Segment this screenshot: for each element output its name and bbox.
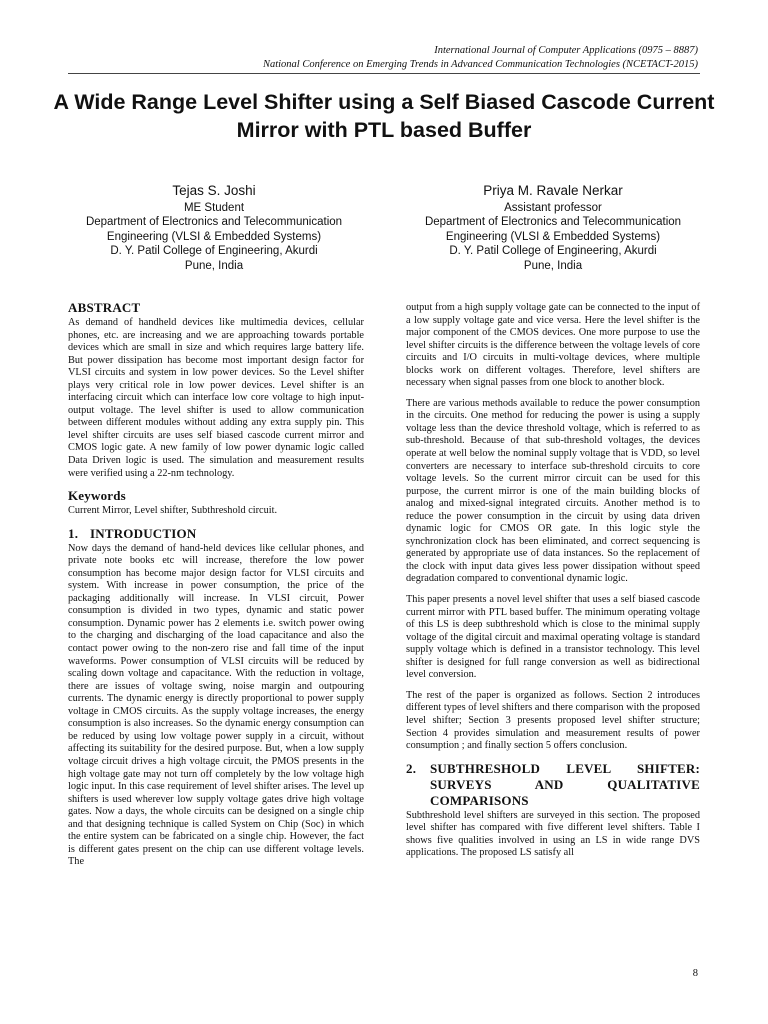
keywords-text: Current Mirror, Level shifter, Subthreshold circuit. <box>68 505 278 517</box>
section-number: 1. <box>68 525 79 541</box>
section-2-paragraph-1: Subthreshold level shifters are surveyed in this section. The proposed level shifter has compared with five different level shifters. Table I shows five qualities involved in using an LS in wide range DVS applications. The proposed LS satisfy all <box>406 809 700 859</box>
section-title: INTRODUCTION <box>90 525 197 541</box>
intro-paragraph-2: output from a high supply voltage gate can be connected to the input of a low supply voltage gate and vice versa. Here the level shifter is the major component of the CMOS devices. One more purpose to use the level shifter circuits is the difference between the voltage levels of core circuits and I/O circuits in multi-voltage devices, where multiple blocks work on different voltages. Therefore, level shifters are necessary when signal passes from one block to another block. <box>406 302 700 389</box>
paper-title: A Wide Range Level Shifter using a Self Biased Cascode Current Mirror with PTL based Buffer <box>53 90 715 142</box>
author-block-2 <box>403 182 703 273</box>
journal-header-line-2: National Conference on Emerging Trends in Advanced Communication Technologies (NCETACT-2015) <box>262 59 698 70</box>
section-title: SUBTHRESHOLD LEVEL SHIFTER: SURVEYS AND QUALITATIVE COMPARISONS <box>430 760 700 808</box>
author-role: Assistant professor <box>504 202 602 214</box>
section-1-heading <box>68 526 364 542</box>
intro-paragraph-3: There are various methods available to reduce the power consumption in the circuits. One method for reducing the power is using a supply voltage less than the device threshold voltage, which is referred to as sub-threshold. Because of that sub-threshold voltages, the devices operate at well below the nominal supply voltage that is VDD, so level converters are necessary to interface sub-threshold circuits to core voltage levels. So the current mirror circuit can be used for this purpose, the current mirror is one of the main building blocks of analog and mixed-signal integrated circuits. Another method is to reduce the power consumption in the circuit by using data driven dynamic logic for CMOS OR gate. In this logic style the synchronization clock has been eliminated, and correct sequencing is generated by appropriate use of data instances. So the replacement of the clock with input data gives less power dissipation without speed degradation compared to conventional dynamic logic. <box>406 397 700 585</box>
intro-paragraph-5: The rest of the paper is organized as follows. Section 2 introduces different types of level shifters and there comparison with the proposed level shifter; Section 3 presents proposed level shifter structure; Section 4 provides simulation and measurement results of power consumption ; and finally section 5 offers conclusion. <box>406 689 700 752</box>
abstract-heading: ABSTRACT <box>68 300 141 315</box>
author-department: Department of Electronics and Telecommunication Engineering (VLSI & Embedded Systems) <box>85 216 343 243</box>
author-college: D. Y. Patil College of Engineering, Akurdi <box>110 245 318 258</box>
author-name: Priya M. Ravale Nerkar <box>483 183 623 198</box>
page-number: 8 <box>692 968 698 979</box>
keywords-heading: Keywords <box>68 488 126 504</box>
author-block-1 <box>64 182 364 273</box>
author-city: Pune, India <box>184 259 244 272</box>
section-number: 2. <box>406 760 417 776</box>
right-column <box>406 302 700 860</box>
left-column <box>68 300 364 869</box>
abstract-text: As demand of handheld devices like multimedia devices, cellular phones, etc. are increasing and we are approaching towards portable devices which are small in size and which requires large battery life. But power dissipation has become most important design factor for VLSI circuits and system in low power devices. So the Level shifter plays very critical role in low power devices. Level shifter is an interfacing circuit which can interface low core voltage to high input-output voltage. The level shifter is used to allow communication between different modules without adding any extra supply pin. This level shifter circuits are uses self biased cascode current mirror and CMOS logic gate. A new family of low power dynamic logic called Data Driven logic is used. The simulation and measurement results were verified using a 22-nm technology. <box>68 317 364 479</box>
header-rule <box>68 73 700 74</box>
author-department: Department of Electronics and Telecommunication Engineering (VLSI & Embedded Systems) <box>424 216 682 243</box>
author-college: D. Y. Patil College of Engineering, Akurdi <box>449 245 657 258</box>
author-city: Pune, India <box>523 259 583 272</box>
section-2-heading <box>406 761 700 809</box>
journal-header-line-1: International Journal of Computer Applications (0975 – 8887) <box>434 45 698 56</box>
intro-paragraph-4: This paper presents a novel level shifter that uses a self biased cascode current mirror with PTL based buffer. The minimum operating voltage of this LS is deep subthreshold which is close to the minimal supply voltage of the digital circuit and maximal operating voltage is standard supply voltage which is defined in a transistor technology. This level shifter is designed for full range conversion as well as bidirectional level conversion. <box>406 594 700 681</box>
author-role: ME Student <box>183 202 245 214</box>
intro-paragraph-1: Now days the demand of hand-held devices like cellular phones, and private note books etc will increase, therefore the low power consumption has become major design factor for VLSI circuits and system. With increase in power consumption, the price of the packaging additionally will increase. In VLSI circuit, Power consumption is divided in two types, dynamic and static power consumption. Dynamic power has 2 elements i.e. switch power owing to the charging and discharging of the load capacitance and also the contact power owing to the non-zero rise and fall time of the input waveforms. Power consumption of VLSI circuits will be reduced by scaling down voltage and capacitance. With the reduction in voltage, there are issues of voltage swing, noise margin and outpouring currents. The dynamic energy is directly proportional to power supply voltage in CMOS circuits. As the supply voltage increases, the energy consumption is also increases. So the dynamic energy consumption can be reduced by using low voltage power supply in a circuit, without affecting its suitability for the desired purpose. But, when a low supply voltage circuit drives a high voltage circuit, the PMOS presents in the high voltage gate may not turn off completely by the low voltage high logic input. In this case requirement of level shifter arises. The level up shifters is used wherever low supply voltage gates drive high voltage gates. Now a days, the whole circuits can be designed on a single chip and that designing technique is called System on Chip (Soc) in which the entire system can be fabricated on a single chip. However, the fact is different gates present on the chip can use different voltage levels. The <box>68 542 364 868</box>
author-name: Tejas S. Joshi <box>172 183 256 198</box>
